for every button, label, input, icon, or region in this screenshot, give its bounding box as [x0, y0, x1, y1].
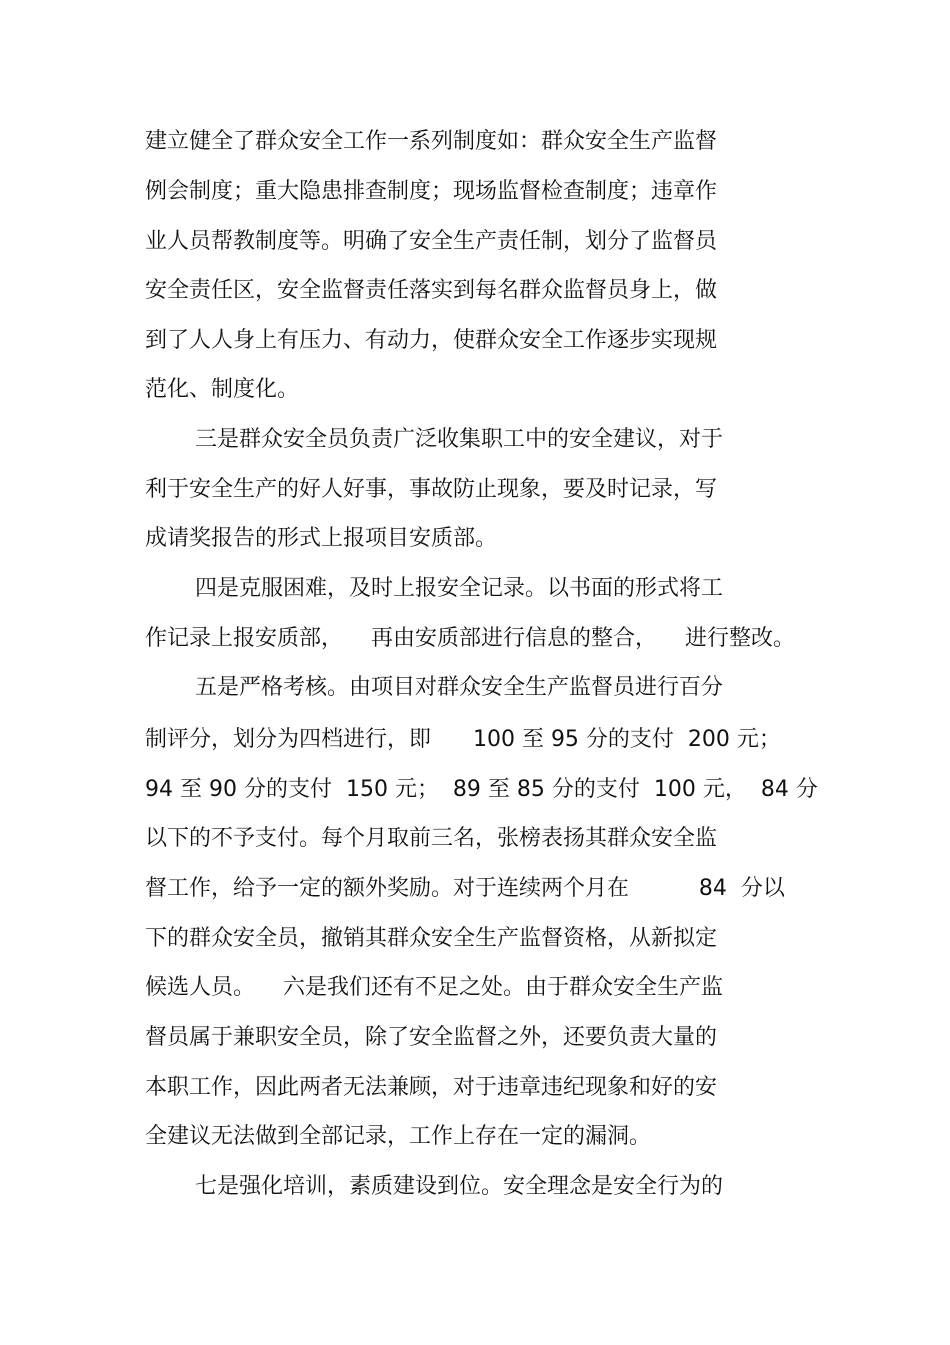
text-line: 以下的不予支付。每个月取前三名，张榜表扬其群众安全监 [145, 826, 718, 851]
text-line: 下的群众安全员，撤销其群众安全生产监督资格，从新拟定 [145, 926, 718, 951]
text-line: 利于安全生产的好人好事，事故防止现象，要及时记录，写 [145, 477, 718, 502]
text-line: 94 至 90 分的支付 150 元； 89 至 85 分的支付 100 元， 84 分 [145, 777, 818, 802]
text-line: 本职工作，因此两者无法兼顾，对于违章违纪现象和好的安 [145, 1075, 718, 1100]
text-line: 建立健全了群众安全工作一系列制度如：群众安全生产监督 [145, 129, 718, 154]
text-line: 督工作，给予一定的额外奖励。对于连续两个月在 84 分以 [145, 876, 785, 901]
text-line: 全建议无法做到全部记录，工作上存在一定的漏洞。 [145, 1124, 652, 1149]
text-line: 业人员帮教制度等。明确了安全生产责任制，划分了监督员 [145, 229, 718, 254]
paragraph-first-line: 三是群众安全员负责广泛收集职工中的安全建议，对于 [195, 427, 724, 452]
paragraph-first-line: 七是强化培训，素质建设到位。安全理念是安全行为的 [195, 1174, 724, 1199]
text-line: 成请奖报告的形式上报项目安质部。 [145, 526, 498, 551]
text-line: 督员属于兼职安全员，除了安全监督之外，还要负责大量的 [145, 1025, 718, 1050]
text-line: 制评分，划分为四档进行，即 100 至 95 分的支付 200 元； [145, 727, 781, 752]
text-line: 范化、制度化。 [145, 377, 300, 402]
paragraph-first-line: 四是克服困难，及时上报安全记录。以书面的形式将工 [195, 576, 724, 601]
text-line: 到了人人身上有压力、有动力，使群众安全工作逐步实现规 [145, 328, 718, 353]
paragraph-first-line: 五是严格考核。由项目对群众安全生产监督员进行百分 [195, 675, 724, 700]
text-line: 作记录上报安质部， 再由安质部进行信息的整合， 进行整改。 [145, 626, 795, 651]
text-line: 例会制度；重大隐患排查制度；现场监督检查制度；违章作 [145, 179, 718, 204]
text-line: 安全责任区，安全监督责任落实到每名群众监督员身上，做 [145, 278, 718, 303]
text-line: 候选人员。 六是我们还有不足之处。由于群众安全生产监 [145, 975, 723, 1000]
